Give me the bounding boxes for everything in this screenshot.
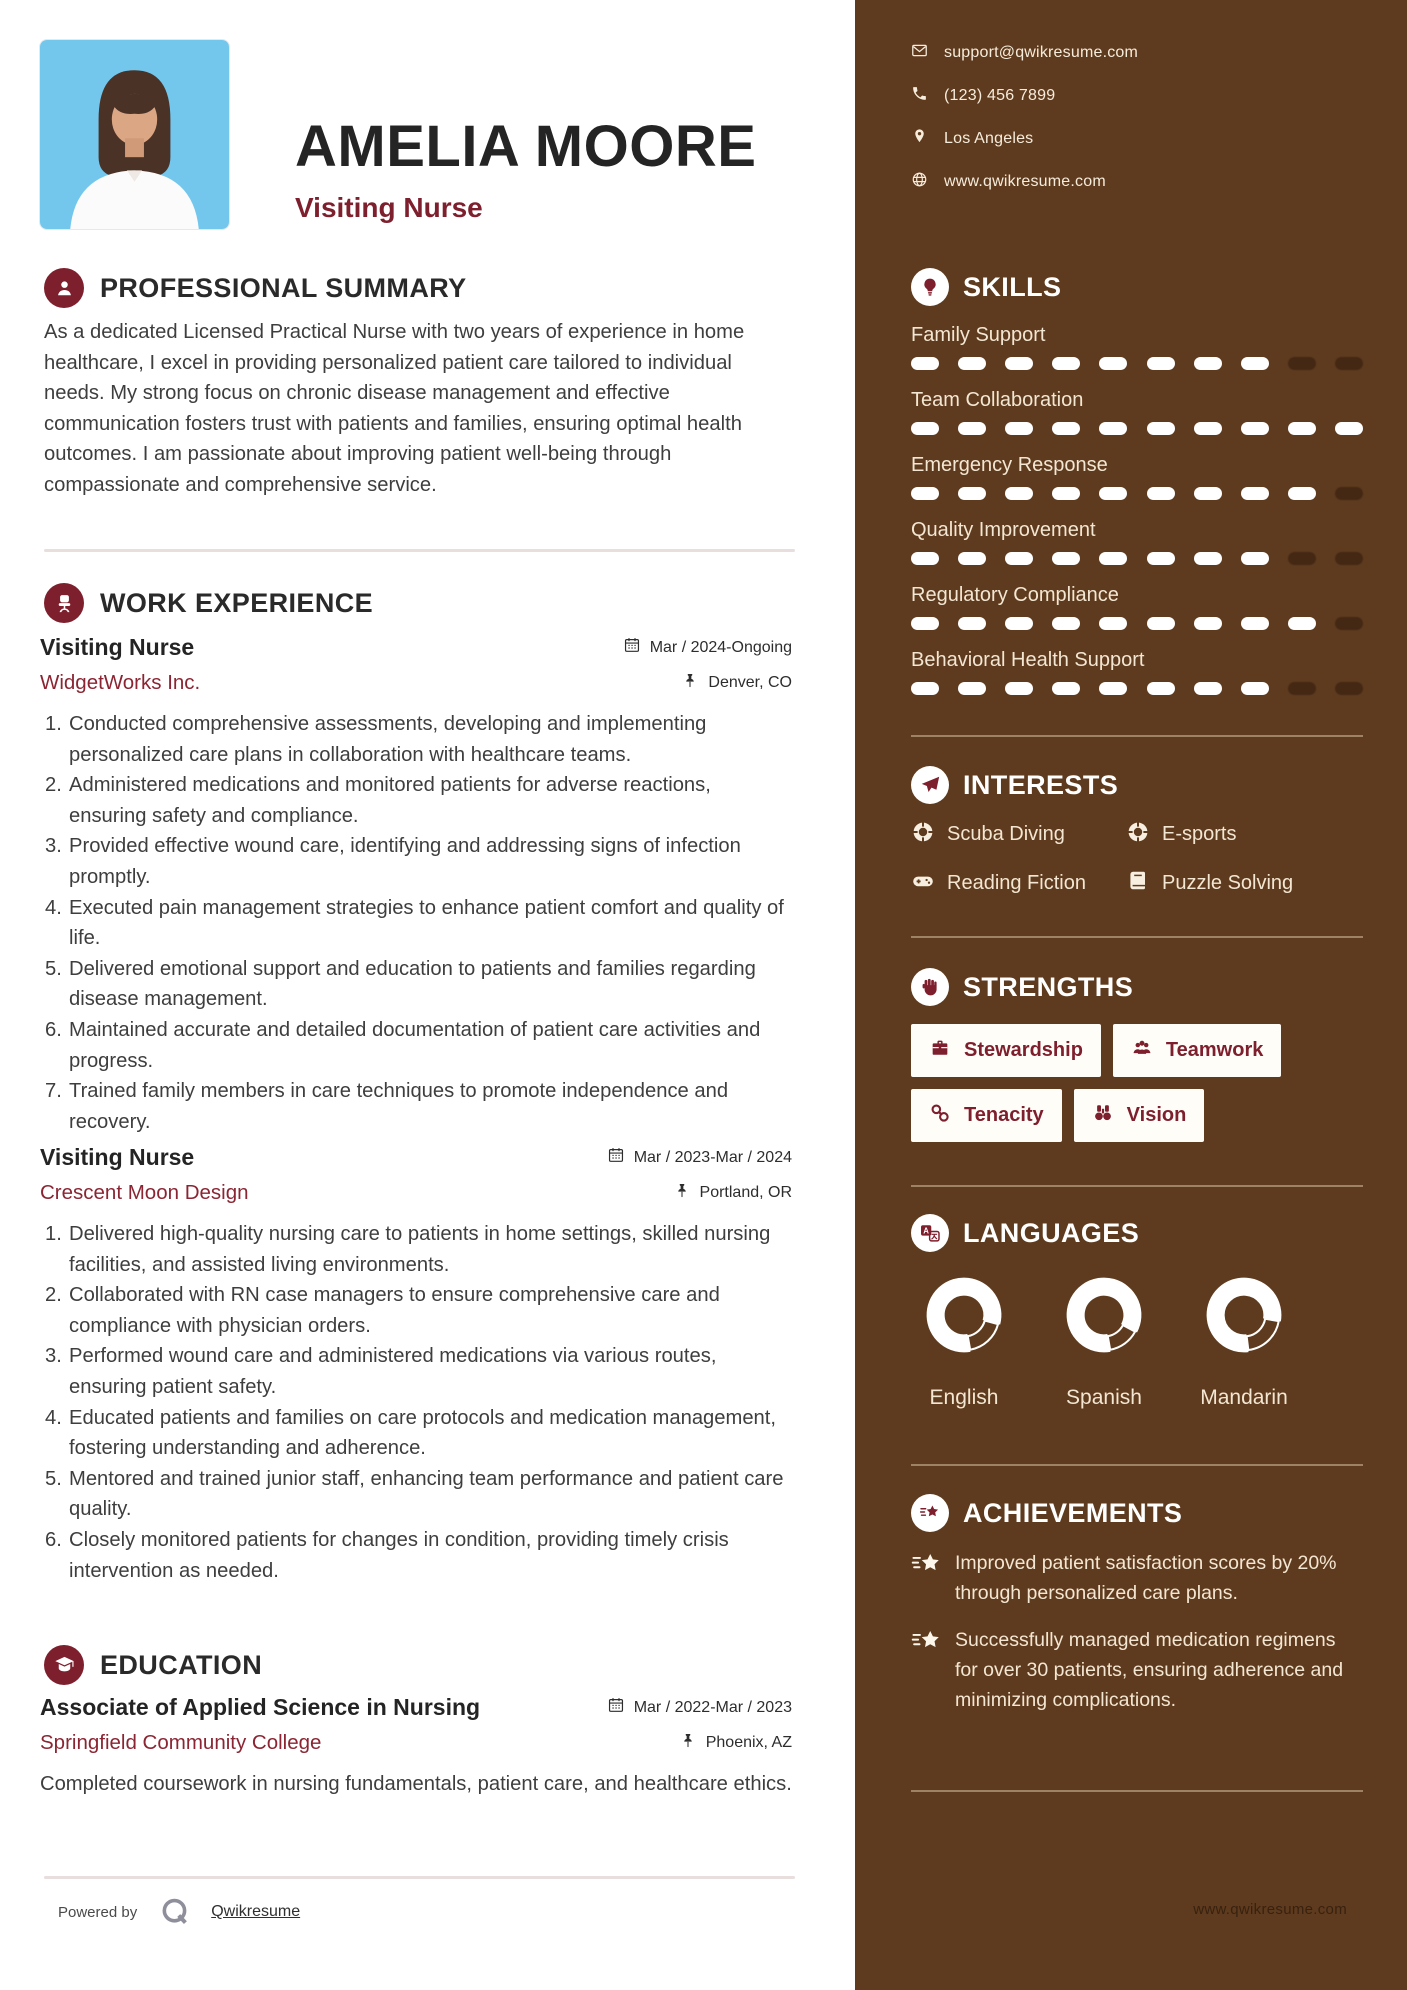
achievement-item xyxy=(911,1548,1363,1608)
summary-section-header xyxy=(44,268,467,308)
skill-dash-filled xyxy=(1005,617,1033,630)
paper-plane-icon xyxy=(911,766,949,804)
strength-badge xyxy=(1113,1024,1281,1077)
job-location: Denver, CO xyxy=(681,672,792,695)
skill-level-bar xyxy=(911,682,1363,695)
skill-dash-filled xyxy=(1099,357,1127,370)
skills-heading: SKILLS xyxy=(963,271,1062,302)
skill-dash-filled xyxy=(1052,617,1080,630)
skill-dash-filled xyxy=(1241,552,1269,565)
job-bullet: Trained family members in care techniques to promote independence and recovery. xyxy=(69,1080,729,1133)
skill-dash-filled xyxy=(911,422,939,435)
language-label: English xyxy=(929,1386,999,1409)
education-entry xyxy=(40,1694,792,1800)
watermark: www.qwikresume.com xyxy=(1193,1901,1347,1918)
shooting-star-icon xyxy=(911,1494,949,1532)
skill-dash-filled xyxy=(1335,422,1363,435)
skill-dash-empty xyxy=(1288,552,1316,565)
skill-label: Team Collaboration xyxy=(911,389,1084,411)
interest-item xyxy=(1126,869,1363,898)
skill-dash-empty xyxy=(1288,682,1316,695)
person-name: AMELIA MOORE xyxy=(295,114,757,179)
interests-heading: INTERESTS xyxy=(963,769,1119,800)
skill-dash-filled xyxy=(958,422,986,435)
skill-level-bar xyxy=(911,617,1363,630)
school-name: Springfield Community College xyxy=(40,1731,322,1754)
skill-dash-filled xyxy=(1147,487,1175,500)
gamepad-icon xyxy=(911,869,935,898)
lightbulb-icon xyxy=(911,268,949,306)
work-heading: WORK EXPERIENCE xyxy=(100,587,374,618)
skill-dash-filled xyxy=(1147,357,1175,370)
work-section-header xyxy=(44,583,373,623)
person-job-title: Visiting Nurse xyxy=(295,192,483,223)
languages-section-header xyxy=(911,1214,1363,1252)
skill-dash-filled xyxy=(1147,422,1175,435)
job-bullet: Delivered emotional support and education to patients and families regarding disease management. xyxy=(69,957,756,1011)
qwikresume-logo-icon xyxy=(159,1896,191,1928)
skill-dash-filled xyxy=(1241,357,1269,370)
achievement-text: Improved patient satisfaction scores by 20% through personalized care plans. xyxy=(955,1552,1337,1604)
contact-value[interactable]: support@qwikresume.com xyxy=(944,44,1139,61)
job-dates: Mar / 2024-Ongoing xyxy=(623,636,792,659)
skills-section-header xyxy=(911,268,1363,306)
education-section-header xyxy=(44,1645,262,1685)
job-bullet: Collaborated with RN case managers to ensure comprehensive care and compliance with physician orders. xyxy=(69,1284,720,1337)
skill-dash-filled xyxy=(958,487,986,500)
strength-badge xyxy=(911,1024,1101,1077)
job-title: Visiting Nurse xyxy=(40,1144,195,1170)
language-label: Mandarin xyxy=(1200,1386,1288,1409)
skill-dash-filled xyxy=(1194,487,1222,500)
job-dates: Mar / 2023-Mar / 2024 xyxy=(607,1146,792,1169)
education-location: Phoenix, AZ xyxy=(679,1732,792,1755)
skill-dash-filled xyxy=(1052,552,1080,565)
skill-dash-filled xyxy=(1194,357,1222,370)
phone-icon xyxy=(911,85,928,107)
summary-heading: PROFESSIONAL SUMMARY xyxy=(100,272,467,303)
skill-dash-empty xyxy=(1288,357,1316,370)
strength-label: Tenacity xyxy=(964,1104,1044,1126)
skill-dash-filled xyxy=(1288,617,1316,630)
job-bullet: Maintained accurate and detailed documentation of patient care activities and progress. xyxy=(69,1018,761,1072)
skill-dash-filled xyxy=(911,357,939,370)
skill-dash-filled xyxy=(1099,617,1127,630)
skill-dash-filled xyxy=(958,617,986,630)
interest-label: Scuba Diving xyxy=(947,823,1065,845)
skill-dash-filled xyxy=(1005,487,1033,500)
people-group-icon xyxy=(1131,1037,1153,1064)
skill-dash-filled xyxy=(1005,552,1033,565)
skill-dash-empty xyxy=(1335,357,1363,370)
skill-dash-filled xyxy=(911,552,939,565)
job-title: Visiting Nurse xyxy=(40,634,195,660)
contact-value: (123) 456 7899 xyxy=(944,87,1056,104)
powered-by xyxy=(58,1896,300,1928)
job-bullet: Mentored and trained junior staff, enhancing team performance and patient care quality. xyxy=(69,1467,784,1521)
education-heading: EDUCATION xyxy=(100,1649,263,1680)
strengths-section-header xyxy=(911,968,1363,1006)
job-bullet: Administered medications and monitored patients for adverse reactions, ensuring safety and compliance. xyxy=(69,774,711,827)
skill-dash-filled xyxy=(1194,682,1222,695)
company-name: Crescent Moon Design xyxy=(40,1181,249,1204)
strength-label: Vision xyxy=(1126,1104,1187,1126)
skill-dash-filled xyxy=(1099,487,1127,500)
language-donut-chart xyxy=(921,1272,1007,1358)
job-bullet: Conducted comprehensive assessments, developing and implementing personalized care plans in collaboration with healthcare teams. xyxy=(69,713,707,766)
skill-dash-filled xyxy=(911,487,939,500)
pushpin-icon xyxy=(679,1732,697,1755)
skill-dash-filled xyxy=(1099,682,1127,695)
contact-value: Los Angeles xyxy=(944,130,1034,147)
skill-dash-filled xyxy=(1052,487,1080,500)
skill-dash-empty xyxy=(1335,552,1363,565)
skill-dash-filled xyxy=(1052,357,1080,370)
skill-dash-filled xyxy=(1241,617,1269,630)
skill-level-bar xyxy=(911,422,1363,435)
strength-label: Teamwork xyxy=(1165,1039,1264,1061)
language-label: Spanish xyxy=(1066,1386,1142,1409)
job-bullet: Closely monitored patients for changes in condition, providing timely crisis intervention as needed. xyxy=(69,1528,729,1582)
achievements-heading: ACHIEVEMENTS xyxy=(963,1497,1183,1528)
skill-dash-filled xyxy=(1194,422,1222,435)
skill-item xyxy=(911,454,1363,500)
skill-dash-filled xyxy=(1005,422,1033,435)
job-bullet: Executed pain management strategies to enhance patient comfort and quality of life. xyxy=(69,896,784,950)
achievements-section-header xyxy=(911,1494,1363,1532)
skill-dash-empty xyxy=(1335,682,1363,695)
interest-label: Puzzle Solving xyxy=(1162,872,1294,894)
contact-item xyxy=(911,124,1363,154)
skill-dash-filled xyxy=(1241,682,1269,695)
job-bullet: Delivered high-quality nursing care to patients in home settings, skilled nursing facilities, and assisted living environments. xyxy=(69,1223,771,1276)
skills-section xyxy=(911,268,1363,714)
contact-block xyxy=(911,38,1363,210)
skill-label: Quality Improvement xyxy=(911,519,1096,541)
briefcase-icon xyxy=(929,1037,951,1064)
skill-label: Family Support xyxy=(911,324,1046,346)
interest-item xyxy=(911,820,1126,849)
sidebar-divider xyxy=(911,1464,1363,1466)
interests-section-header xyxy=(911,766,1363,804)
calendar-icon xyxy=(607,1696,625,1719)
language-item xyxy=(911,1272,1017,1410)
strengths-section xyxy=(911,968,1363,1142)
graduate-icon xyxy=(44,1645,84,1685)
language-item xyxy=(1051,1272,1157,1410)
pushpin-icon xyxy=(673,1182,691,1205)
book-icon xyxy=(1126,869,1150,898)
skill-dash-filled xyxy=(1005,682,1033,695)
interest-item xyxy=(911,869,1126,898)
fist-icon xyxy=(911,968,949,1006)
strengths-heading: STRENGTHS xyxy=(963,971,1134,1002)
skill-dash-filled xyxy=(1194,552,1222,565)
language-donut-chart xyxy=(1061,1272,1147,1358)
education-dates: Mar / 2022-Mar / 2023 xyxy=(607,1696,792,1719)
skill-dash-empty xyxy=(1335,487,1363,500)
star-motion-icon xyxy=(911,1548,942,1608)
lifebuoy-icon xyxy=(911,820,935,849)
skill-label: Emergency Response xyxy=(911,454,1108,476)
skill-dash-filled xyxy=(1241,422,1269,435)
star-motion-icon xyxy=(911,1625,942,1715)
interests-section xyxy=(911,766,1363,898)
job-bullet-list xyxy=(40,1219,792,1586)
contact-item[interactable] xyxy=(911,167,1363,197)
skill-dash-filled xyxy=(1052,422,1080,435)
job-bullet-list xyxy=(40,709,792,1137)
envelope-icon xyxy=(911,42,928,64)
education-description: Completed coursework in nursing fundamentals, patient care, and healthcare ethics. xyxy=(40,1773,792,1795)
skill-level-bar xyxy=(911,357,1363,370)
skill-dash-filled xyxy=(1052,682,1080,695)
contact-value[interactable]: www.qwikresume.com xyxy=(944,173,1106,190)
contact-item xyxy=(911,81,1363,111)
skill-dash-filled xyxy=(1147,552,1175,565)
skill-item xyxy=(911,389,1363,435)
achievements-section xyxy=(911,1494,1363,1732)
languages-section xyxy=(911,1214,1363,1410)
calendar-icon xyxy=(607,1146,625,1169)
job-entry xyxy=(40,634,792,1137)
skill-dash-filled xyxy=(1194,617,1222,630)
skill-dash-filled xyxy=(1099,552,1127,565)
sidebar-divider xyxy=(911,1185,1363,1187)
skill-label: Regulatory Compliance xyxy=(911,584,1119,606)
skill-dash-filled xyxy=(911,617,939,630)
svg-text:A: A xyxy=(923,1226,929,1236)
skill-dash-filled xyxy=(1099,422,1127,435)
location-pin-icon xyxy=(911,128,928,150)
skill-dash-filled xyxy=(1241,487,1269,500)
degree-title: Associate of Applied Science in Nursing xyxy=(40,1694,481,1720)
skill-dash-filled xyxy=(911,682,939,695)
resume-sidebar xyxy=(855,0,1407,1990)
chain-links-icon xyxy=(929,1102,951,1129)
skill-label: Behavioral Health Support xyxy=(911,649,1145,671)
powered-by-label: Powered by xyxy=(58,1903,138,1921)
job-bullet: Educated patients and families on care protocols and medication management, fostering understanding and adherence. xyxy=(69,1406,776,1460)
languages-heading: LANGUAGES xyxy=(963,1217,1140,1248)
profile-photo xyxy=(39,39,230,230)
skill-dash-filled xyxy=(1288,422,1316,435)
sidebar-divider xyxy=(911,936,1363,938)
company-name: WidgetWorks Inc. xyxy=(40,671,201,694)
job-bullet: Performed wound care and administered medications via various routes, ensuring patient safety. xyxy=(69,1345,717,1398)
lifebuoy-icon xyxy=(1126,820,1150,849)
skill-item xyxy=(911,324,1363,370)
skill-dash-filled xyxy=(1147,682,1175,695)
skill-dash-filled xyxy=(958,357,986,370)
achievement-item xyxy=(911,1625,1363,1715)
skill-dash-filled xyxy=(958,552,986,565)
section-divider xyxy=(44,549,795,552)
footer-divider xyxy=(44,1876,795,1879)
skill-dash-empty xyxy=(1335,617,1363,630)
profile-photo-illustration xyxy=(40,40,229,229)
person-icon xyxy=(44,268,84,308)
job-bullet: Provided effective wound care, identifying and addressing signs of infection promptly. xyxy=(69,835,741,888)
globe-icon xyxy=(911,171,928,193)
interest-label: E-sports xyxy=(1162,823,1237,845)
qwikresume-link[interactable]: Qwikresume xyxy=(211,1903,301,1920)
contact-item[interactable] xyxy=(911,38,1363,68)
skill-dash-filled xyxy=(1147,617,1175,630)
sidebar-divider xyxy=(911,1790,1363,1792)
skill-item xyxy=(911,649,1363,695)
language-item xyxy=(1191,1272,1297,1410)
pushpin-icon xyxy=(681,672,699,695)
skill-item xyxy=(911,584,1363,630)
language-donut-chart xyxy=(1201,1272,1287,1358)
sidebar-divider xyxy=(911,735,1363,737)
interest-label: Reading Fiction xyxy=(947,872,1086,894)
office-chair-icon xyxy=(44,583,84,623)
skill-dash-filled xyxy=(958,682,986,695)
achievement-text: Successfully managed medication regimens for over 30 patients, ensuring adherence and minimizing complications. xyxy=(955,1629,1344,1711)
binoculars-icon xyxy=(1092,1102,1114,1129)
summary-text: As a dedicated Licensed Practical Nurse with two years of experience in home healthcare, I excel in providing personalized patient care tailored to individual needs. My strong focus on chronic disease management and effective communication fosters trust with patients and families, ensuring optimal health outcomes. I am passionate about improving patient well-being through compassionate and comprehensive service. xyxy=(44,321,745,496)
strength-badge xyxy=(1074,1089,1205,1142)
strength-badge xyxy=(911,1089,1062,1142)
skill-dash-filled xyxy=(1005,357,1033,370)
interest-item xyxy=(1126,820,1363,849)
skill-level-bar xyxy=(911,552,1363,565)
skill-level-bar xyxy=(911,487,1363,500)
skill-dash-filled xyxy=(1288,487,1316,500)
translate-icon xyxy=(911,1214,949,1252)
calendar-icon xyxy=(623,636,641,659)
strength-label: Stewardship xyxy=(964,1039,1083,1061)
skill-item xyxy=(911,519,1363,565)
job-location: Portland, OR xyxy=(673,1182,792,1205)
job-entry xyxy=(40,1144,792,1586)
